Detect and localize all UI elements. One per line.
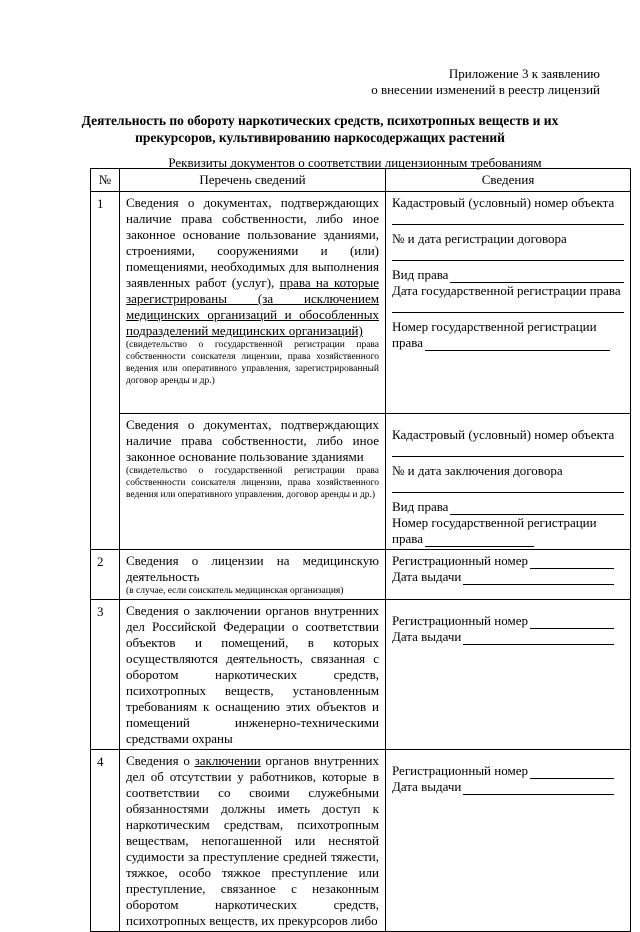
table-header-row <box>91 169 631 192</box>
field-reg-number <box>392 763 624 779</box>
field-label: права <box>392 335 423 350</box>
table-row <box>91 550 631 600</box>
table-row <box>91 192 631 414</box>
annex-line-2: о внесении изменений в реестр лицензий <box>371 82 600 97</box>
description-text: Сведения о документах, подтверждающих наличие права собственности, либо иное законное основание пользование зданиями, строениями, сооружениями и (или) помещениями, необходимых для выполнения заявленных работ (услуг), <box>126 195 379 290</box>
field-label: Регистрационный номер <box>392 613 528 628</box>
description-text <box>126 753 379 929</box>
field-label: Регистрационный номер <box>392 763 528 778</box>
annex-header <box>371 66 600 98</box>
field-line[interactable] <box>463 782 614 795</box>
field-issue-date <box>392 569 624 585</box>
field-label: Дата выдачи <box>392 569 462 584</box>
field-contract: № и дата регистрации договора <box>392 231 567 246</box>
field-line[interactable] <box>425 338 610 351</box>
field-right-type <box>392 499 624 515</box>
field-issue-date <box>392 629 624 645</box>
field-right-type <box>392 267 624 283</box>
row-number: 4 <box>91 750 120 932</box>
field-line[interactable] <box>450 270 624 283</box>
row-number: 2 <box>91 550 120 600</box>
field-reg-number: Номер государственной регистрации <box>392 319 597 334</box>
field-line[interactable] <box>450 502 624 515</box>
row-number: 1 <box>91 192 120 550</box>
description-note: (свидетельство о государственной регистрации права собственности соискателя лицензии, права хозяйственного ведения или оперативного управления, зарегистрированный договор аренды и др.) <box>126 340 379 386</box>
description-text: Сведения о заключении органов внутренних дел Российской Федерации о соответствии объектов и помещений, в которых осуществляются деятельность, связанная с оборотом наркотических средств, психотропных веществ, установленным требованиям к оснащению этих объектов и помещений инженерно-техническими средствами охраны <box>126 603 379 746</box>
field-line[interactable] <box>463 572 614 585</box>
header-info: Сведения <box>386 169 631 192</box>
description-note: (в случае, если соискатель медицинская организация) <box>126 586 344 596</box>
field-issue-date <box>392 779 624 795</box>
document-title <box>60 112 580 146</box>
table-row <box>91 750 631 932</box>
field-cadastral: Кадастровый (условный) номер объекта <box>392 427 615 442</box>
description-underlined: права на которые зарегистрированы (за исключением медицинских организаций и обособленных подразделений медицинских организаций) <box>126 275 379 338</box>
description-part: Сведения о <box>126 753 195 768</box>
row-fields <box>386 550 631 600</box>
title-line-1: Деятельность по обороту наркотических средств, психотропных веществ и их <box>81 113 559 128</box>
field-label: Дата выдачи <box>392 629 462 644</box>
field-label: Регистрационный номер <box>392 553 528 568</box>
row-description <box>120 600 386 750</box>
header-num: № <box>91 169 120 192</box>
field-contract: № и дата заключения договора <box>392 463 563 478</box>
description-note: (свидетельство о государственной регистрации права собственности соискателя лицензии, права хозяйственного ведения или оперативного управления, договор аренды и др.) <box>126 466 379 500</box>
field-line[interactable] <box>425 534 534 547</box>
field-line[interactable] <box>530 766 614 779</box>
row-description <box>120 550 386 600</box>
table-row <box>91 600 631 750</box>
field-label: Вид права <box>392 499 449 514</box>
row-description <box>120 192 386 414</box>
row-fields <box>386 414 631 550</box>
field-line[interactable] <box>392 443 624 457</box>
description-text: Сведения о документах, подтверждающих наличие права собственности, либо иное законное основание пользование зданиями <box>126 417 379 464</box>
field-reg-number <box>392 553 624 569</box>
field-reg-number <box>392 613 624 629</box>
field-right <box>392 335 624 351</box>
field-label: Вид права <box>392 267 449 282</box>
field-label: Дата выдачи <box>392 779 462 794</box>
annex-line-1: Приложение 3 к заявлению <box>448 66 600 81</box>
field-reg-date: Дата государственной регистрации права <box>392 283 621 298</box>
row-fields <box>386 600 631 750</box>
field-line[interactable] <box>392 211 624 225</box>
field-line[interactable] <box>530 616 614 629</box>
field-line[interactable] <box>392 299 624 313</box>
title-line-2: прекурсоров, культивированию наркосодержащих растений <box>135 130 505 145</box>
field-line[interactable] <box>530 556 614 569</box>
row-fields <box>386 750 631 932</box>
field-line[interactable] <box>392 479 624 493</box>
requirements-table <box>90 168 631 932</box>
table-caption: Реквизиты документов о соответствии лицензионным требованиям <box>168 155 542 170</box>
field-line[interactable] <box>463 632 614 645</box>
row-description <box>120 414 386 550</box>
header-list: Перечень сведений <box>120 169 386 192</box>
row-description <box>120 750 386 932</box>
field-cadastral: Кадастровый (условный) номер объекта <box>392 195 615 210</box>
description-underlined: заключении <box>194 753 261 768</box>
field-line[interactable] <box>392 247 624 261</box>
table-row <box>91 414 631 550</box>
field-right <box>392 531 624 547</box>
field-label: права <box>392 531 423 546</box>
row-fields <box>386 192 631 414</box>
description-text: Сведения о лицензии на медицинскую деятельность <box>126 553 379 584</box>
description-part: органов внутренних дел об отсутствии у работников, которые в соответствии со своими служебными обязанностями должны иметь доступ к наркотическим средствам, психотропным веществам, непогашенной или неснятой судимости за преступление средней тяжести, тяжкое, особо тяжкое преступление или преступление, связанное с незаконным оборотом наркотических средств, психотропных веществ, их прекурсоров либо <box>126 753 379 928</box>
row-number: 3 <box>91 600 120 750</box>
field-reg-number: Номер государственной регистрации <box>392 515 597 530</box>
